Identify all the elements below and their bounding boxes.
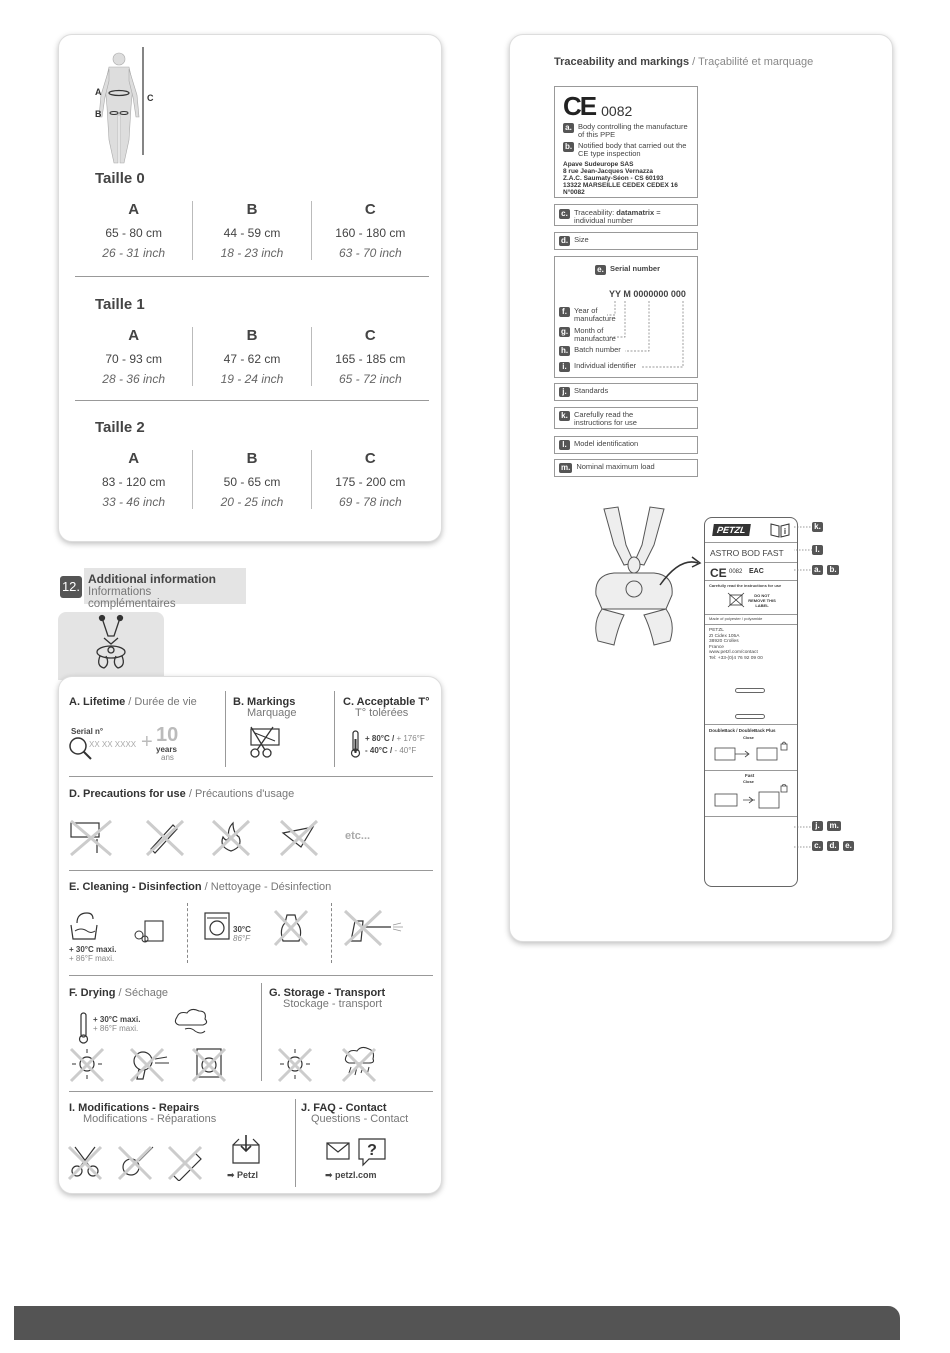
size-letter: A — [128, 201, 140, 218]
serial-format: YY M 0000000 000 — [609, 289, 686, 299]
trace-item-l: l. Model identification — [554, 436, 698, 454]
size-inch: 33 - 46 inch — [102, 495, 166, 509]
book-info-icon — [769, 522, 791, 538]
traceability-card — [509, 34, 893, 942]
plus-sign: + — [141, 731, 153, 753]
svg-text:i: i — [783, 527, 787, 536]
divider — [261, 983, 262, 1081]
years-number: 10 — [156, 724, 179, 746]
do-not-remove-icon — [727, 592, 745, 608]
size-col-b — [192, 327, 310, 386]
size-title: Taille 2 — [95, 419, 145, 436]
model-name: ASTRO BOD FAST — [710, 548, 784, 558]
divider — [75, 400, 429, 401]
temp-low: - 40°C / - 40°F — [365, 746, 417, 755]
product-label-tag — [704, 517, 798, 887]
drying-max-temp: + 30°C maxi. + 86°F maxi. — [93, 1015, 141, 1033]
do-not-remove-text: DO NOT REMOVE THIS LABEL — [748, 593, 776, 608]
temperature-title: C. Acceptable T° T° tolérées — [343, 696, 430, 719]
storage-title: G. Storage - Transport Stockage - transport — [269, 987, 386, 1010]
size-letter: C — [364, 450, 376, 467]
no-marking-icon — [245, 723, 283, 759]
temp-high: + 80°C / + 176°F — [365, 734, 425, 743]
size-cm: 44 - 59 cm — [223, 226, 281, 240]
trace-item-h: h. Batch number — [561, 345, 621, 355]
size-inch: 18 - 23 inch — [220, 246, 284, 260]
size-block-0 — [75, 170, 429, 260]
sun-dry-prohibited-icon — [67, 1045, 107, 1083]
size-col-b — [192, 201, 310, 260]
section-title-fr: Informations complémentaires — [88, 586, 176, 610]
section-heading — [84, 568, 246, 610]
petzl-logo: PETZL — [712, 524, 750, 536]
divider — [225, 691, 226, 767]
cleaning-title: E. Cleaning - Disinfection / Nettoyage - Désinfection — [69, 881, 332, 893]
crushing-prohibited-icon — [67, 817, 115, 857]
scissors-prohibited-icon — [65, 1143, 105, 1181]
hand-wash-icon — [67, 909, 101, 945]
size-cm: 165 - 185 cm — [335, 352, 406, 366]
tumble-dry-prohibited-icon — [189, 1045, 229, 1083]
size-cm: 160 - 180 cm — [335, 226, 406, 240]
tag-slot — [735, 714, 765, 719]
sun-storage-prohibited-icon — [275, 1045, 315, 1083]
thermometer-icon — [77, 1011, 91, 1045]
question-icon[interactable] — [357, 1137, 387, 1167]
machine-wash-f: 86°F — [233, 934, 250, 943]
divider — [69, 776, 433, 777]
size-col-b — [192, 450, 310, 509]
tag-read-instructions: Carefully read the instructions for use — [709, 583, 782, 588]
size-col-c — [311, 450, 429, 509]
trace-item-m: m. Nominal maximum load — [554, 459, 698, 477]
callout-cde: c. d. e. — [812, 841, 854, 859]
size-cm: 70 - 93 cm — [105, 352, 163, 366]
fast-buckle-diagram — [709, 784, 795, 814]
trace-item-j: j. Standards — [554, 383, 698, 401]
divider — [705, 770, 797, 771]
size-cm: 50 - 65 cm — [223, 475, 281, 489]
fast-title: Fast — [745, 773, 755, 778]
return-box-icon — [229, 1133, 263, 1165]
harness-thumbnail-tab — [58, 612, 164, 680]
divider — [69, 870, 433, 871]
tag-slot — [735, 688, 765, 693]
size-cm: 47 - 62 cm — [223, 352, 281, 366]
modifications-title: I. Modifications - Repairs Modifications - Réparations — [69, 1102, 217, 1125]
close-label-2: Close — [743, 779, 754, 784]
divider — [295, 1099, 296, 1187]
section-number: 12. — [60, 576, 82, 598]
size-title: Taille 0 — [95, 170, 145, 187]
wash-max-temp: + 30°C maxi. + 86°F maxi. — [69, 945, 117, 963]
callout-k: k. — [812, 522, 823, 540]
etc-label: etc... — [345, 830, 371, 842]
size-cm: 175 - 200 cm — [335, 475, 406, 489]
tag-ce-logo: CE — [710, 566, 727, 580]
return-to-petzl: ➡ Petzl — [227, 1170, 259, 1180]
divider — [705, 580, 797, 581]
divider — [705, 724, 797, 725]
size-letter: A — [128, 450, 140, 467]
trace-item-d: d. Size — [554, 232, 698, 250]
size-letter: B — [246, 450, 258, 467]
size-letter: A — [128, 327, 140, 344]
figure-label-b: B — [95, 109, 102, 119]
markings-title: B. Markings Marquage — [233, 696, 297, 719]
size-block-2 — [75, 419, 429, 509]
washing-machine-icon — [203, 911, 231, 941]
pressure-washer-prohibited-icon — [341, 907, 411, 947]
air-dry-icon — [171, 1007, 211, 1037]
mail-icon[interactable] — [325, 1141, 351, 1161]
size-letter: B — [246, 327, 258, 344]
trace-item-i: i. Individual identifier — [559, 362, 636, 372]
ce-number: 0082 — [601, 103, 633, 119]
serial-number-box — [554, 256, 698, 378]
size-letter: B — [246, 201, 258, 218]
size-letter: C — [364, 327, 376, 344]
divider — [75, 276, 429, 277]
trace-item-c: c. Traceability: datamatrix = individual number — [554, 204, 698, 226]
body-measurement-figure — [89, 45, 159, 165]
years-label: years — [156, 745, 177, 754]
tag-callout-lines — [794, 515, 894, 855]
size-inch: 28 - 36 inch — [102, 372, 166, 386]
size-inch: 69 - 78 inch — [338, 495, 402, 509]
size-cm: 83 - 120 cm — [101, 475, 166, 489]
size-col-a — [75, 450, 192, 509]
size-inch: 63 - 70 inch — [338, 246, 402, 260]
footer-bar — [14, 1306, 900, 1340]
svg-text:?: ? — [367, 1142, 377, 1159]
sharp-edge-prohibited-icon — [277, 817, 321, 857]
divider — [705, 614, 797, 615]
hairdryer-prohibited-icon — [127, 1045, 175, 1083]
harness-illustration — [584, 505, 704, 653]
sewing-prohibited-icon — [115, 1143, 159, 1181]
size-inch: 65 - 72 inch — [338, 372, 402, 386]
harness-thumbnail-icon — [58, 612, 164, 680]
trace-item-g: g. Month of manufacture — [561, 326, 616, 343]
faq-link[interactable]: ➡ petzl.com — [325, 1170, 377, 1180]
size-letter: C — [364, 201, 376, 218]
years-label-fr: ans — [161, 753, 174, 762]
ce-marking-box — [554, 86, 698, 198]
callout-ab: a. b. — [812, 565, 839, 583]
trace-title: Traceability and markings / Traçabilité et marquage — [554, 56, 814, 68]
divider — [705, 816, 797, 817]
serial-value: XX XX XXXX — [89, 740, 137, 749]
drying-title: F. Drying / Séchage — [69, 987, 169, 999]
section-title-en: Additional information — [88, 572, 216, 586]
size-title: Taille 1 — [95, 296, 145, 313]
divider — [331, 903, 332, 963]
divider — [334, 691, 335, 767]
size-col-a — [75, 201, 192, 260]
manufacturer-address: PETZL ZI Cidex 105A 38920 Crolles France www.petzl.com/contact Tel: +33-(0)4 76 92 09 00 — [709, 628, 763, 661]
divider — [69, 1091, 433, 1092]
size-col-a — [75, 327, 192, 386]
rain-storage-prohibited-icon — [339, 1045, 379, 1083]
bleach-prohibited-icon — [271, 907, 311, 947]
callout-jm: j. m. — [812, 821, 841, 839]
size-col-c — [311, 201, 429, 260]
trace-item-a: a. Body controlling the manufacture of this PPE — [563, 123, 689, 139]
size-inch: 19 - 24 inch — [220, 372, 284, 386]
divider — [705, 562, 797, 563]
lifetime-title: A. Lifetime / Durée de vie — [69, 696, 197, 708]
precautions-title: D. Precautions for use / Précautions d'usage — [69, 788, 295, 800]
size-col-c — [311, 327, 429, 386]
divider — [705, 624, 797, 625]
faq-title: J. FAQ - Contact Questions - Contact — [301, 1102, 409, 1125]
figure-label-c: C — [147, 93, 154, 103]
size-inch: 20 - 25 inch — [220, 495, 284, 509]
doubleback-buckle-diagram — [709, 740, 795, 768]
size-block-1 — [75, 296, 429, 386]
tag-ce-number: 0082 — [729, 569, 743, 575]
thermometer-icon — [349, 729, 363, 759]
size-chart-card — [58, 34, 442, 542]
serial-label: Serial n° — [71, 727, 104, 736]
fire-prohibited-icon — [209, 817, 253, 857]
ce-logo: CE — [563, 91, 596, 121]
divider — [69, 975, 433, 976]
marker-prohibited-icon — [165, 1143, 209, 1181]
callout-l: l. — [812, 545, 823, 563]
trace-item-b: b. Notified body that carried out the CE type inspection — [565, 141, 687, 158]
detergent-icon — [131, 915, 167, 945]
trace-item-e: e. Serial number — [595, 265, 660, 275]
notified-body-address: Apave Sudeurope SAS 8 rue Jean-Jacques Vernazza Z.A.C. Saumaty-Séon - CS 60193 13322 MARSEILLE CEDEX CEDEX 16 N°0082 — [563, 161, 678, 196]
machine-wash-c: 30°C — [233, 925, 251, 934]
doubleback-title: DoubleBack / DoubleBack Plus — [709, 728, 776, 733]
eac-mark: EAC — [749, 568, 764, 575]
trace-item-k: k. Carefully read the instructions for use — [554, 407, 698, 429]
size-cm: 65 - 80 cm — [105, 226, 163, 240]
size-inch: 26 - 31 inch — [102, 246, 166, 260]
divider — [187, 903, 188, 963]
trace-item-f: f. Year of manufacture — [559, 307, 620, 323]
cutting-prohibited-icon — [143, 817, 187, 857]
figure-label-a: A — [95, 87, 102, 97]
material-text: Made of polyester / polyamide — [709, 616, 763, 621]
divider — [705, 542, 797, 543]
close-label-1: Close — [743, 735, 754, 740]
additional-info-card — [58, 676, 442, 1194]
